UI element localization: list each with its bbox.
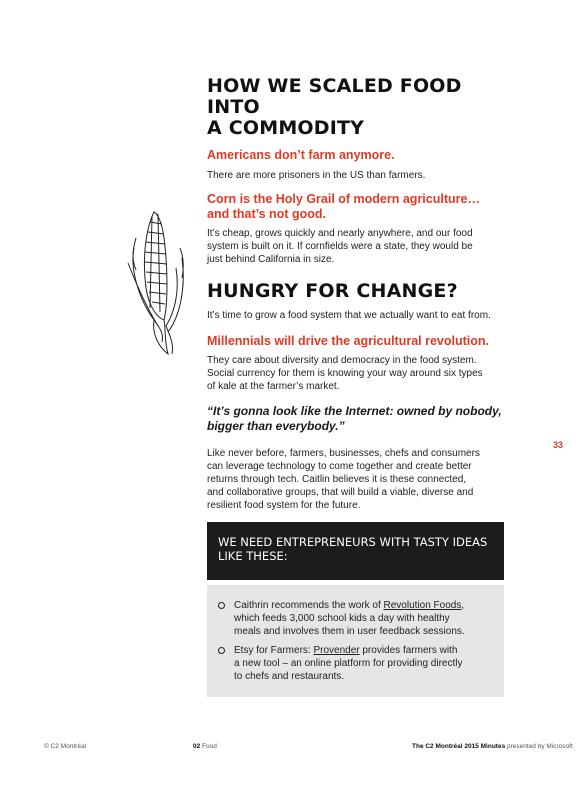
subheading-millennials: Millennials will drive the agricultural revolution. (207, 334, 490, 348)
paragraph-line: It’s cheap, grows quickly and nearly anywhere, and our food (207, 228, 473, 239)
paragraph-line: Social currency for them is knowing your way around six types (207, 368, 483, 379)
paragraph-prisoners: There are more prisoners in the US than farmers. (207, 170, 426, 181)
title-line: A COMMODITY (207, 117, 365, 139)
footer-copyright: © C2 Montréal (44, 743, 86, 750)
callout-box-body (207, 585, 504, 697)
list-text: , (461, 600, 465, 611)
section-title-hungry: HUNGRY FOR CHANGE? (207, 280, 458, 302)
section-title-commodity (207, 76, 507, 139)
pull-quote (207, 404, 507, 434)
paragraph-line: of kale at the farmer’s market. (207, 381, 340, 392)
paragraph-line: They care about diversity and democracy in the food system. (207, 355, 477, 366)
quote-line: bigger than everybody.” (207, 419, 345, 433)
paragraph-line: just behind California in size. (207, 254, 335, 265)
list-text: Caithrin recommends the work of (234, 600, 384, 611)
footer-presenter: presented by Microsoft (507, 743, 573, 750)
callout-title-line: LIKE THESE: (218, 549, 288, 563)
list-text: Etsy for Farmers: (234, 645, 314, 656)
list-item (218, 644, 490, 683)
quote-line: “It’s gonna look like the Internet: owned by nobody, (207, 404, 502, 418)
paragraph-line: system is built on it. If cornfields were a state, they would be (207, 241, 473, 252)
footer-publication (412, 743, 573, 750)
footer-section-number: 02 (193, 743, 201, 750)
paragraph-line: can leverage technology to come together and create better (207, 461, 472, 472)
paragraph-line: resilient food system for the future. (207, 500, 361, 511)
revolution-foods-link[interactable]: Revolution Foods (383, 600, 462, 611)
bullet-circle-icon (218, 647, 225, 654)
footer-section-label: Food (202, 743, 217, 750)
article-content (207, 76, 507, 512)
bullet-circle-icon (218, 602, 225, 609)
footer-section (193, 743, 217, 750)
list-text: meals and involves them in user feedback sessions. (234, 626, 465, 637)
corn-illustration (124, 208, 194, 358)
subheading-corn (207, 192, 507, 222)
page-number: 33 (553, 440, 564, 450)
paragraph-grow: It’s time to grow a food system that we actually want to eat from. (207, 310, 491, 321)
list-text: a new tool – an online platform for providing directly (234, 658, 463, 669)
paragraph-tech (207, 447, 507, 512)
paragraph-millennials (207, 354, 507, 393)
provender-link[interactable]: Provender (313, 645, 360, 656)
list-item (218, 599, 490, 638)
list-text: which feeds 3,000 school kids a day with healthy (234, 613, 450, 624)
callout-title-line: WE NEED ENTREPRENEURS WITH TASTY IDEAS (218, 535, 488, 549)
list-text: to chefs and restaurants. (234, 671, 345, 682)
paragraph-corn (207, 227, 507, 266)
paragraph-line: Like never before, farmers, businesses, chefs and consumers (207, 448, 480, 459)
subheading-line: Corn is the Holy Grail of modern agriculture… (207, 192, 480, 206)
list-text: provides farmers with (359, 645, 458, 656)
callout-box-header (207, 522, 504, 580)
title-line: HOW WE SCALED FOOD INTO (207, 75, 462, 118)
subheading-line: and that’s not good. (207, 207, 326, 221)
subheading-farm: Americans don’t farm anymore. (207, 148, 395, 162)
paragraph-line: and collaborative groups, that will build a viable, diverse and (207, 487, 474, 498)
footer-publication-title: The C2 Montréal 2015 Minutes (412, 743, 506, 750)
paragraph-line: returns through tech. Caitlin believes it is these connected, (207, 474, 467, 485)
